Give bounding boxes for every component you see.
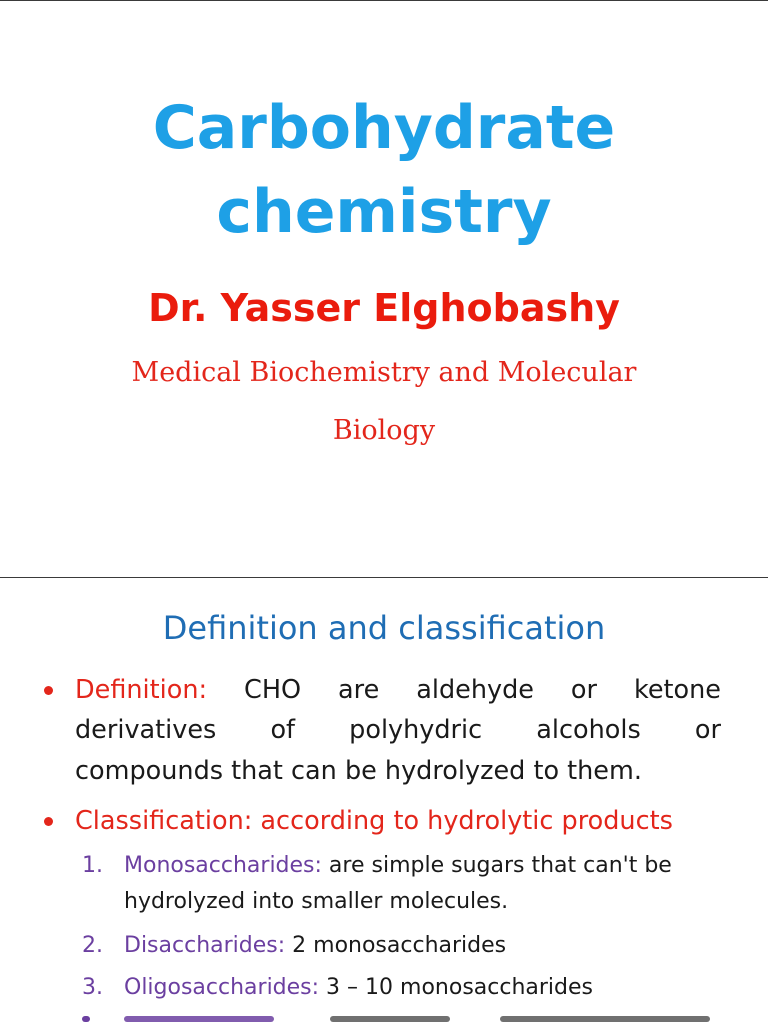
definition-word: of [270,715,296,745]
bullet-classification [44,817,53,826]
glyph-fragment [330,1016,450,1022]
affiliation-line-2: Biology [332,415,436,446]
item-description: 2 monosaccharides [285,933,507,958]
term-oligosaccharides: Oligosaccharides: [124,975,320,1000]
definition-word: polyhydric [349,715,483,745]
definition-line-3: compounds that can be hydrolyzed to them. [75,756,642,786]
item-number: 3. [82,975,103,1000]
item-description: 3 – 10 monosaccharides [319,975,593,1000]
definition-word: alcohols [536,715,641,745]
term-disaccharides: Disaccharides: [124,933,286,958]
glyph-fragment [124,1016,274,1022]
glyph-fragment [82,1016,90,1022]
definition-word: ketone [633,675,721,705]
affiliation-line-1: Medical Biochemistry and Molecular [131,357,637,388]
slide-title-line-2: chemistry [216,177,552,247]
definition-slide [0,578,768,1024]
title-slide [0,1,768,576]
slide-heading: Definition and classification [162,609,606,647]
bullet-definition [44,686,53,695]
definition-word: or [694,715,721,745]
term-monosaccharides: Monosaccharides: [124,853,322,878]
item-number: 1. [82,853,103,878]
list-item-monosaccharides [124,848,724,884]
list-item-oligosaccharides [124,970,724,1006]
glyph-fragment [500,1016,710,1022]
slide-title-line-1: Carbohydrate [152,93,616,163]
definition-word: derivatives [75,715,217,745]
definition-label: Definition: [75,675,208,705]
item-description: are simple sugars that can't be [321,853,672,878]
definition-line-1 [75,670,721,710]
cropped-text-fragment [80,1016,720,1024]
definition-word: CHO [244,675,302,705]
item-description-line-2: hydrolyzed into smaller molecules. [124,889,509,914]
definition-word: aldehyde [416,675,534,705]
definition-word: are [338,675,380,705]
item-number: 2. [82,933,103,958]
definition-word: or [570,675,598,705]
list-item-disaccharides [124,928,724,964]
definition-line-2 [75,710,721,750]
author-name: Dr. Yasser Elghobashy [148,286,620,330]
classification-text: Classification: according to hydrolytic products [75,806,673,836]
